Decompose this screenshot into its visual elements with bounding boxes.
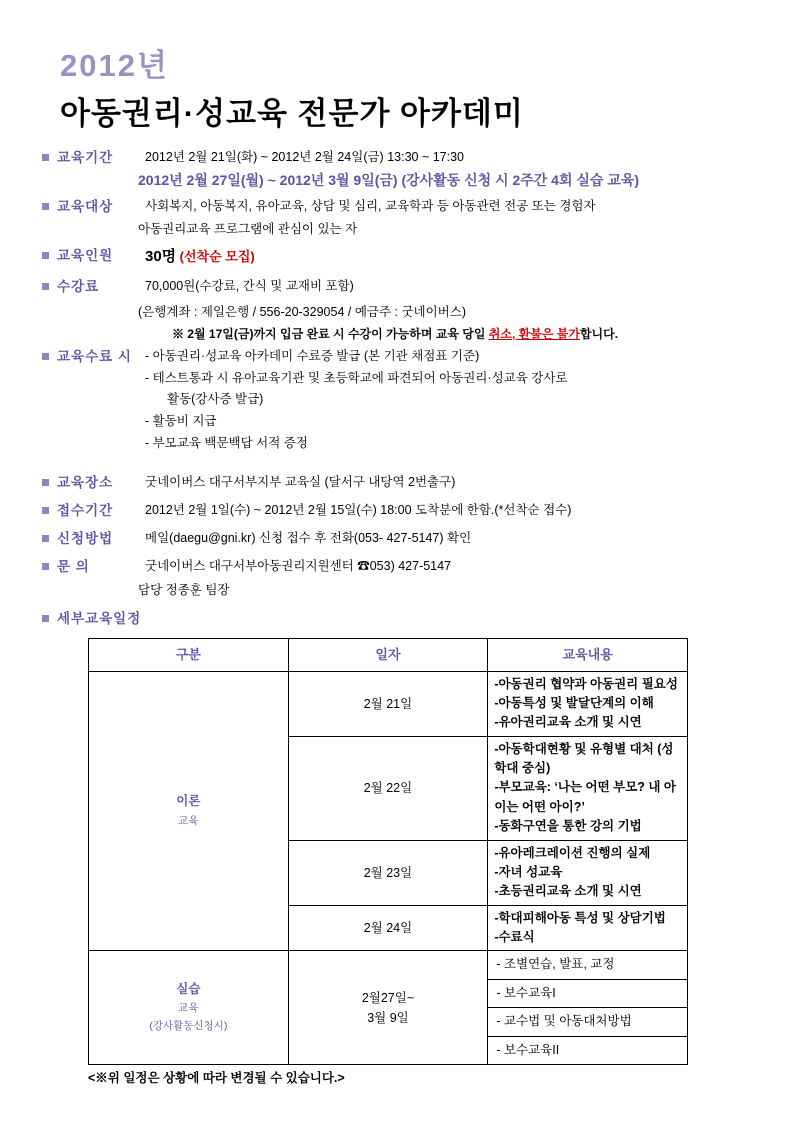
cell-content: - 조별연습, 발표, 교정 <box>488 951 688 979</box>
bullet-icon <box>42 535 49 542</box>
section-fee-line2: (은행계좌 : 제일은행 / 556-20-329054 / 예금주 : 굿네이버스) <box>138 305 466 319</box>
section-fee <box>42 277 752 297</box>
cell-date: 2월 22일 <box>288 736 488 840</box>
section-capacity-value: 30명 <box>145 248 177 266</box>
cell-date: 2월 24일 <box>288 905 488 951</box>
section-period-label: 교육기간 <box>57 150 114 165</box>
section-inquiry-label: 문 의 <box>57 559 90 575</box>
bullet-icon <box>42 353 49 360</box>
section-apply-method <box>42 529 752 549</box>
section-target <box>42 197 752 217</box>
bullet-icon <box>42 563 49 570</box>
section-fee-line1: 70,000원(수강료, 간식 및 교재비 포함) <box>145 278 354 293</box>
section-capacity-label: 교육인원 <box>57 248 114 264</box>
date-line: 3월 9일 <box>367 1010 409 1025</box>
section-place-label: 교육장소 <box>57 474 114 490</box>
fee-notice-highlight: 취소, 환불은 불가 <box>488 326 580 341</box>
table-row <box>89 671 688 736</box>
cell-content <box>488 905 688 951</box>
section-inquiry <box>42 557 752 577</box>
content-line: -아동특성 및 발달단계의 이해 <box>494 695 654 710</box>
completion-list <box>145 347 752 456</box>
section-fee-notice <box>172 325 752 343</box>
section-period <box>42 148 752 168</box>
content-line: -유아권리교육 소개 및 시연 <box>494 715 642 730</box>
content-line: -아동권리 협약과 아동권리 필요성 <box>494 676 678 691</box>
list-item: - 활동비 지급 <box>145 414 217 428</box>
cell-category-practice <box>89 951 289 1065</box>
section-apply-period <box>42 501 752 521</box>
cell-date: 2월 21일 <box>288 671 488 736</box>
section-apply-period-label: 접수기간 <box>57 502 114 518</box>
section-inquiry-line2: 담당 정종훈 팀장 <box>138 582 230 597</box>
bullet-icon <box>42 507 49 514</box>
list-item: 활동(강사증 발급) <box>167 392 264 407</box>
document-body <box>42 148 752 1088</box>
page-title-main: 아동권리·성교육 전문가 아카데미 <box>60 96 524 131</box>
table-header-row <box>89 638 688 671</box>
content-line: -수료식 <box>494 930 535 944</box>
section-period-line2: 2012년 2월 27일(월) ~ 2012년 3월 9일(금) (강사활동 신청 시 2주간 4회 실습 교육) <box>138 172 640 189</box>
bullet-icon <box>42 479 49 486</box>
category-main: 이론 <box>176 794 201 809</box>
section-capacity <box>42 246 752 269</box>
schedule-title: 세부교육일정 <box>57 611 142 627</box>
list-item: - 아동권리·성교육 아카데미 수료증 발급 (본 기관 채점표 기준) <box>145 348 480 363</box>
section-apply-method-value: 메일(daegu@gni.kr) 신청 접수 후 전화(053- 427-5147) 확인 <box>145 531 472 545</box>
col-header-date: 일자 <box>288 638 488 671</box>
fee-notice-pre: ※ 2월 17일(금)까지 입금 완료 시 수강이 가능하며 교육 당일 <box>172 326 489 341</box>
bullet-icon <box>42 154 49 161</box>
cell-content <box>488 671 688 736</box>
category-main: 실습 <box>176 982 201 997</box>
category-sub: 교육 <box>178 814 199 827</box>
cell-content <box>488 840 688 905</box>
content-line: -유아레크레이션 진행의 실제 <box>494 845 651 860</box>
bullet-icon <box>42 283 49 290</box>
content-line: -동화구연을 통한 강의 기법 <box>494 819 642 834</box>
list-item: - 테스트통과 시 유아교육기관 및 초등학교에 파견되어 아동권리·성교육 강사로 <box>145 370 568 385</box>
content-line: -부모교육: ‘나는 어떤 부모? 내 아이는 어떤 아이?’ <box>494 780 677 814</box>
section-completion <box>42 347 752 456</box>
section-place-value: 굿네이버스 대구서부지부 교육실 (달서구 내당역 2번출구) <box>145 474 456 489</box>
section-inquiry-line1: 굿네이버스 대구서부아동권리지원센터 ☎053) 427-5147 <box>145 559 452 574</box>
section-capacity-note: (선착순 모집) <box>179 249 255 265</box>
section-fee-label: 수강료 <box>57 278 100 294</box>
cell-content: - 보수교육I <box>488 979 688 1007</box>
page-title-year: 2012년 <box>60 48 169 83</box>
cell-content: - 교수법 및 아동대처방법 <box>488 1008 688 1036</box>
content-line: -아동학대현황 및 유형별 대처 (성학대 중심) <box>494 741 674 775</box>
cell-content: - 보수교육II <box>488 1036 688 1064</box>
bullet-icon <box>42 252 49 259</box>
section-place <box>42 473 752 493</box>
section-apply-period-value: 2012년 2월 1일(수) ~ 2012년 2월 15일(수) 18:00 도착분에 한함.(*선착순 접수) <box>145 502 572 517</box>
bullet-icon <box>42 615 49 622</box>
schedule-table <box>88 638 688 1065</box>
content-line: -초등권리교육 소개 및 시연 <box>494 884 642 899</box>
section-target-line1: 사회복지, 아동복지, 유아교육, 상담 및 심리, 교육학과 등 아동관련 전공 또는 경험자 <box>145 199 596 214</box>
section-period-line1: 2012년 2월 21일(화) ~ 2012년 2월 24일(금) 13:30 ~ 17:30 <box>145 150 464 164</box>
section-target-label: 교육대상 <box>57 199 114 215</box>
section-completion-label: 교육수료 시 <box>57 348 132 364</box>
cell-category-theory <box>89 671 289 951</box>
footnote: <※위 일정은 상황에 따라 변경될 수 있습니다.> <box>88 1070 345 1085</box>
list-item: - 부모교육 백문백답 서적 증정 <box>145 435 308 450</box>
bullet-icon <box>42 203 49 210</box>
cell-date: 2월 23일 <box>288 840 488 905</box>
content-line: -자녀 성교육 <box>494 864 563 879</box>
fee-notice-post: 합니다. <box>579 326 619 341</box>
date-line: 2월27일~ <box>361 990 415 1005</box>
col-header-category: 구분 <box>89 638 289 671</box>
content-line: -학대피해아동 특성 및 상담기법 <box>494 910 666 925</box>
section-schedule <box>42 609 752 629</box>
category-sub: 교육 <box>178 1002 199 1015</box>
col-header-content: 교육내용 <box>488 638 688 671</box>
section-apply-method-label: 신청방법 <box>57 531 114 546</box>
cell-date-range <box>288 951 488 1065</box>
category-note: (강사활동신청시) <box>149 1020 228 1033</box>
section-target-line2: 아동권리교육 프로그램에 관심이 있는 자 <box>138 221 358 236</box>
table-row <box>89 951 688 979</box>
cell-content <box>488 736 688 840</box>
